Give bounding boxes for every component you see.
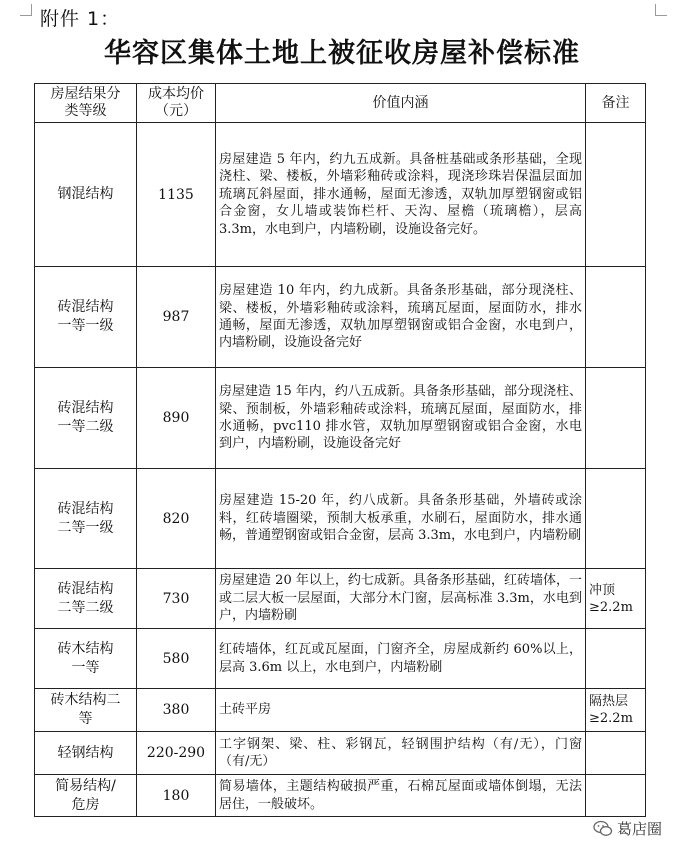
table-row <box>35 732 646 775</box>
row-cost: 987 <box>137 267 216 368</box>
row-cost: 380 <box>137 689 216 732</box>
page-title: 华容区集体土地上被征收房屋补偿标准 <box>104 38 580 69</box>
row-desc: 简易墙体，主题结构破损严重，石棉瓦屋面或墙体倒塌，无法居住，一般破坏。 <box>216 775 586 817</box>
row-cost: 220-290 <box>137 732 216 775</box>
row-desc: 房屋建造 10 年内，约九成新。具备条形基础，部分现浇柱、梁、楼板，外墙彩釉砖或涂料，琉璃瓦屋面，屋面防水，排水通畅，屋面无渗透，双轨加厚塑钢窗或铝合金窗，水电到户，内墙粉刷，设施设备完好 <box>216 267 586 368</box>
table-row <box>35 569 646 629</box>
compensation-table <box>34 83 646 817</box>
row-note <box>586 267 646 368</box>
row-note <box>586 629 646 689</box>
row-note: 隔热层≥2.2m <box>586 689 646 732</box>
row-note <box>586 469 646 569</box>
row-type: 轻钢结构 <box>35 732 137 775</box>
table-row <box>35 775 646 817</box>
header-desc: 价值内涵 <box>216 84 586 123</box>
table-row <box>35 123 646 267</box>
row-type: 砖混结构一等二级 <box>35 368 137 469</box>
row-desc: 红砖墙体，红瓦或瓦屋面，门窗齐全，房屋成新约 60%以上，层高 3.6m 以上，水电到户，内墙粉刷 <box>216 629 586 689</box>
header-note: 备注 <box>586 84 646 123</box>
row-desc: 房屋建造 15 年内，约八五成新。具备条形基础，部分现浇柱、梁、预制板，外墙彩釉砖或涂料，琉璃瓦屋面，屋面防水，排水通畅，pvc110 排水管，双轨加厚塑钢窗或铝合金窗，水电到户，内墙粉刷，设施设备完好 <box>216 368 586 469</box>
row-desc: 土砖平房 <box>216 689 586 732</box>
row-cost: 730 <box>137 569 216 629</box>
row-desc: 房屋建造 20 年以上，约七成新。具备条形基础，红砖墙体，一或二层大板一层屋面，大部分木门窗，层高标准 3.3m，水电到户，内墙粉刷 <box>216 569 586 629</box>
corner-mark-left <box>20 4 32 16</box>
table-row <box>35 368 646 469</box>
row-type: 简易结构/危房 <box>35 775 137 817</box>
watermark <box>593 818 662 839</box>
row-note <box>586 123 646 267</box>
header-type: 房屋结果分类等级 <box>35 84 137 123</box>
header-cost: 成本均价（元） <box>137 84 216 123</box>
row-cost: 180 <box>137 775 216 817</box>
table-row <box>35 689 646 732</box>
table-row <box>35 267 646 368</box>
row-note <box>586 775 646 817</box>
row-desc: 房屋建造 15-20 年，约八成新。具备条形基础，外墙砖或涂料，红砖墙圈梁，预制大板承重，水刷石，屋面防水，排水通畅，普通塑钢窗或铝合金窗，层高 3.3m，水电到户，内墙粉刷 <box>216 469 586 569</box>
table-row <box>35 469 646 569</box>
corner-mark-right <box>655 4 667 16</box>
row-cost: 580 <box>137 629 216 689</box>
row-type: 砖混结构一等一级 <box>35 267 137 368</box>
row-type: 钢混结构 <box>35 123 137 267</box>
row-type: 砖混结构二等一级 <box>35 469 137 569</box>
table-row <box>35 629 646 689</box>
row-desc: 工字钢架、梁、柱、彩钢瓦，轻钢围护结构（有/无），门窗（有/无） <box>216 732 586 775</box>
table-header-row <box>35 84 646 123</box>
row-note <box>586 368 646 469</box>
row-note <box>586 732 646 775</box>
row-cost: 820 <box>137 469 216 569</box>
row-type: 砖木结构二等 <box>35 689 137 732</box>
watermark-text: 葛店圈 <box>616 820 662 838</box>
row-cost: 1135 <box>137 123 216 267</box>
row-cost: 890 <box>137 368 216 469</box>
attachment-label: 附件 1： <box>40 8 121 30</box>
wechat-icon <box>593 820 613 837</box>
row-type: 砖木结构一等 <box>35 629 137 689</box>
row-type: 砖混结构二等二级 <box>35 569 137 629</box>
row-note: 冲顶≥2.2m <box>586 569 646 629</box>
row-desc: 房屋建造 5 年内，约九五成新。具备桩基础或条形基础，全现浇柱、梁、楼板，外墙彩釉砖或涂料，现浇珍珠岩保温层面加琉璃瓦斜屋面，排水通畅，屋面无渗透，双轨加厚塑钢窗或铝合金窗，女儿墙或装饰栏杆、天沟、屋檐（琉璃檐），层高 3.3m，水电到户，内墙粉刷，设施设备完好。 <box>216 123 586 267</box>
